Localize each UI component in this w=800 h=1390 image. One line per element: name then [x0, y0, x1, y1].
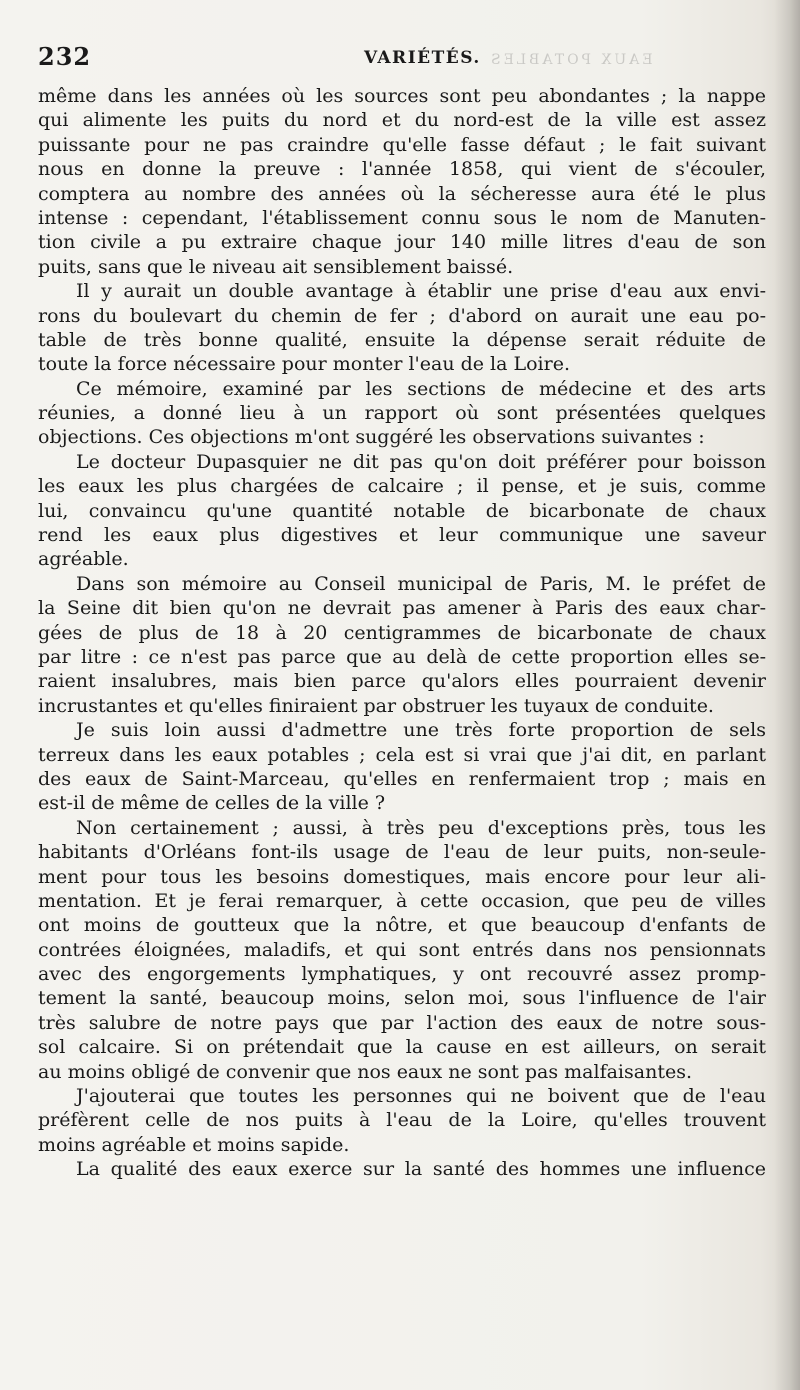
- text-line: lui, convaincu qu'une quantité notable de bicarbonate de chaux: [38, 499, 766, 522]
- text-line: par litre : ce n'est pas parce que au delà de cette proportion elles se-: [38, 645, 766, 668]
- text-line: Le docteur Dupasquier ne dit pas qu'on doit préférer pour boisson: [76, 450, 766, 473]
- text-line: Je suis loin aussi d'admettre une très forte proportion de sels: [76, 719, 766, 742]
- text-line: au moins obligé de convenir que nos eaux ne sont pas malfaisantes.: [38, 1060, 692, 1083]
- text-line: table de très bonne qualité, ensuite la dépense serait réduite de: [38, 328, 766, 351]
- text-line: habitants d'Orléans font-ils usage de l'eau de leur puits, non-seule-: [38, 841, 766, 864]
- text-line: Ce mémoire, examiné par les sections de médecine et des arts: [76, 377, 766, 400]
- text-line: nous en donne la preuve : l'année 1858, qui vient de s'écouler,: [38, 158, 766, 181]
- text-line: mentation. Et je ferai remarquer, à cette occasion, que peu de villes: [38, 889, 766, 912]
- bleed-through-text: EAUX POTABLES: [488, 52, 653, 68]
- text-line: toute la force nécessaire pour monter l'eau de la Loire.: [38, 353, 570, 376]
- text-line: rend les eaux plus digestives et leur communique une saveur: [38, 524, 766, 547]
- text-line: la Seine dit bien qu'on ne devrait pas amener à Paris des eaux char-: [38, 597, 766, 620]
- text-line: Non certainement ; aussi, à très peu d'exceptions près, tous les: [76, 816, 766, 839]
- text-line: réunies, a donné lieu à un rapport où sont présentées quelques: [38, 402, 766, 425]
- text-line: ont moins de goutteux que la nôtre, et que beaucoup d'enfants de: [38, 914, 766, 937]
- text-line: objections. Ces objections m'ont suggéré les observations suivantes :: [38, 426, 705, 449]
- text-line: est-il de même de celles de la ville ?: [38, 792, 386, 815]
- body-text: [38, 84, 766, 1182]
- text-line: intense : cependant, l'établissement connu sous le nom de Manuten-: [38, 206, 766, 229]
- text-line: gées de plus de 18 à 20 centigrammes de bicarbonate de chaux: [38, 621, 766, 644]
- page-number: 232: [38, 42, 92, 71]
- text-line: tion civile a pu extraire chaque jour 140 mille litres d'eau de son: [38, 231, 766, 254]
- text-line: puissante pour ne pas craindre qu'elle fasse défaut ; le fait suivant: [38, 133, 766, 156]
- text-line: même dans les années où les sources sont peu abondantes ; la nappe: [38, 85, 766, 107]
- text-line: J'ajouterai que toutes les personnes qui ne boivent que de l'eau: [76, 1085, 766, 1108]
- text-line: Il y aurait un double avantage à établir une prise d'eau aux envi-: [76, 280, 766, 303]
- text-line: incrustantes et qu'elles finiraient par obstruer les tuyaux de conduite.: [38, 694, 714, 717]
- text-line: des eaux de Saint-Marceau, qu'elles en renfermaient trop ; mais en: [38, 767, 766, 790]
- text-line: tement la santé, beaucoup moins, selon moi, sous l'influence de l'air: [38, 987, 766, 1010]
- text-line: rons du boulevart du chemin de fer ; d'abord on aurait une eau po-: [38, 304, 766, 327]
- text-line: raient insalubres, mais bien parce qu'alors elles pourraient devenir: [38, 670, 766, 693]
- text-line: terreux dans les eaux potables ; cela est si vrai que j'ai dit, en parlant: [38, 743, 766, 766]
- text-line: agréable.: [38, 548, 129, 571]
- text-line: qui alimente les puits du nord et du nord-est de la ville est assez: [38, 109, 766, 132]
- text-line: avec des engorgements lymphatiques, y ont recouvré assez promp-: [38, 963, 766, 986]
- text-line: ment pour tous les besoins domestiques, mais encore pour leur ali-: [38, 865, 766, 888]
- text-line: sol calcaire. Si on prétendait que la cause en est ailleurs, on serait: [38, 1036, 766, 1059]
- page-header: [38, 42, 768, 76]
- running-head: VARIÉTÉS.: [364, 48, 481, 68]
- text-line: très salubre de notre pays que par l'action des eaux de notre sous-: [38, 1011, 766, 1034]
- text-line: préfèrent celle de nos puits à l'eau de la Loire, qu'elles trouvent: [38, 1109, 766, 1132]
- text-line: les eaux les plus chargées de calcaire ; il pense, et je suis, comme: [38, 475, 766, 498]
- text-line: contrées éloignées, maladifs, et qui sont entrés dans nos pensionnats: [38, 938, 766, 961]
- text-line: Dans son mémoire au Conseil municipal de Paris, M. le préfet de: [76, 572, 766, 595]
- text-line: puits, sans que le niveau ait sensiblement baissé.: [38, 255, 514, 278]
- text-line: moins agréable et moins sapide.: [38, 1133, 350, 1156]
- text-line: comptera au nombre des années où la sécheresse aura été le plus: [38, 182, 766, 205]
- page-edge-shadow: [774, 0, 800, 1390]
- text-line: La qualité des eaux exerce sur la santé des hommes une influence: [76, 1158, 766, 1181]
